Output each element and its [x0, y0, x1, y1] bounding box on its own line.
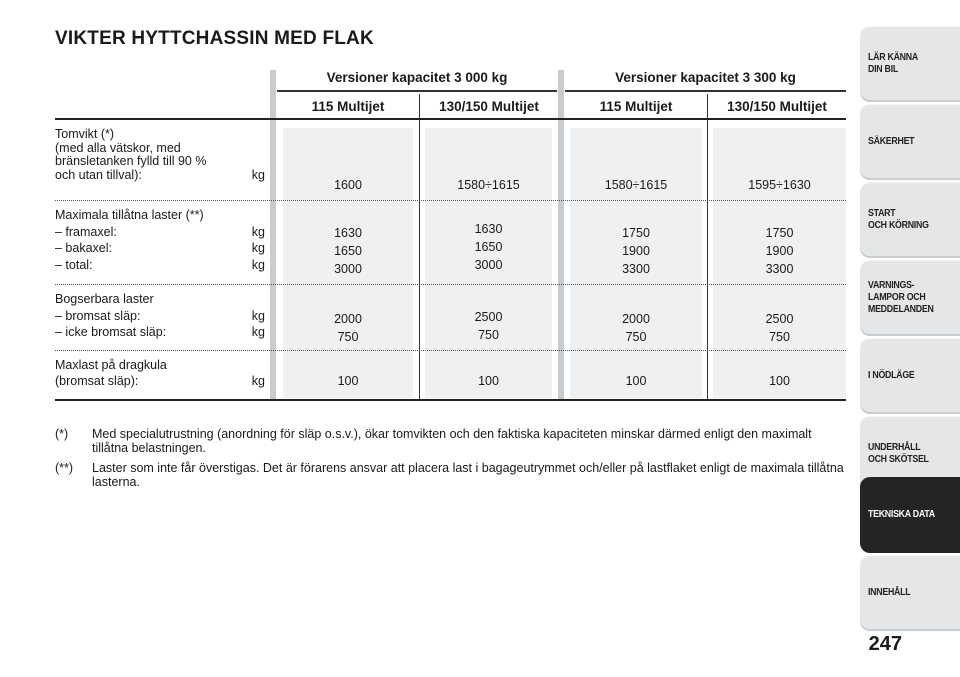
table-bottom-rule	[55, 399, 846, 401]
column-header: 115 Multijet	[311, 99, 385, 114]
group-rule	[565, 90, 846, 92]
table-cell: 100	[478, 374, 499, 388]
row-label-line: (med alla vätskor, med	[55, 140, 181, 155]
footnote-text: Med specialutrustning (anordning för släp o.s.v.), ökar tomvikten och den faktiska kapaciteten minskar därmed enligt den maximalt tillåtna belastningen.	[92, 427, 812, 455]
table-cell: 100	[625, 374, 647, 388]
footnotes	[55, 427, 845, 495]
table-cell: 2500 750	[474, 310, 503, 342]
row-label-line: Maxlast på dragkula	[55, 358, 167, 372]
row-label-line: – framaxel:	[55, 224, 117, 239]
tab-label: SÄKERHET	[868, 136, 915, 147]
table-cell: 2000 750	[334, 312, 362, 344]
tab-start-och-korning[interactable]	[860, 182, 960, 258]
row-label-line: (bromsat släp):	[55, 373, 139, 388]
tab-varningslampor[interactable]	[860, 260, 960, 336]
footnote-mark: (**)	[55, 461, 74, 475]
row-label-line: – total:	[55, 257, 93, 272]
column-header: 130/150 Multijet	[439, 99, 539, 114]
table-cell: 1630 1650 3000	[474, 222, 503, 272]
row-label	[55, 128, 265, 182]
column-header: 115 Multijet	[599, 99, 673, 114]
row-label-line: Maximala tillåtna laster (**)	[55, 208, 204, 222]
tab-label: LÄR KÄNNA DIN BIL	[868, 52, 918, 75]
unit-label: kg	[251, 308, 265, 323]
row-label-line: Tomvikt (*)	[55, 127, 115, 141]
unit-label: kg	[251, 325, 265, 339]
table-cell: 1595÷1630	[748, 178, 811, 192]
page-title: VIKTER HYTTCHASSIN MED FLAK	[55, 28, 374, 49]
group-header: Versioner kapacitet 3 300 kg	[615, 70, 796, 85]
table-cell: 1600	[334, 178, 362, 192]
weights-table	[55, 66, 846, 406]
row-divider	[55, 284, 846, 285]
header-rule	[55, 118, 846, 120]
unit-label: kg	[251, 167, 265, 182]
footnote-mark: (*)	[55, 427, 69, 441]
table-cell: 1580÷1615	[604, 178, 668, 192]
column-separator	[707, 94, 708, 400]
table-cell: 2500 750	[765, 312, 794, 344]
table-cell: 1750 1900 3300	[622, 226, 650, 276]
unit-label: kg	[251, 224, 265, 239]
row-divider	[55, 200, 846, 201]
table-cell: 1750 1900 3300	[765, 226, 794, 276]
row-label-line: Bogserbara laster	[55, 292, 154, 306]
unit-label: kg	[251, 257, 265, 272]
tab-tekniska-data[interactable]	[860, 477, 960, 553]
column-header: 130/150 Multijet	[727, 99, 827, 114]
row-label	[55, 359, 265, 388]
row-label	[55, 209, 265, 272]
tab-innehall[interactable]	[860, 555, 960, 631]
unit-label: kg	[251, 373, 265, 388]
table-cell: 100	[769, 374, 790, 388]
unit-label: kg	[251, 241, 265, 255]
tab-label: TEKNISKA DATA	[868, 509, 935, 520]
column-separator	[419, 94, 420, 400]
table-cell: 100	[337, 374, 359, 388]
footnote	[55, 461, 845, 489]
row-label-line: – bromsat släp:	[55, 308, 141, 323]
row-label-line: – icke bromsat släp:	[55, 325, 167, 339]
row-label-line: bränsletanken fylld till 90 %	[55, 154, 207, 168]
tab-lar-kanna-din-bil[interactable]	[860, 26, 960, 102]
table-cell: 1630 1650 3000	[334, 226, 362, 276]
table-cell: 2000 750	[622, 312, 650, 344]
group-header: Versioner kapacitet 3 000 kg	[326, 70, 508, 85]
row-label	[55, 293, 265, 340]
tab-label: UNDERHÅLL OCH SKÖTSEL	[868, 442, 929, 465]
page-number: 247	[868, 633, 902, 655]
tab-label: INNEHÅLL	[868, 587, 911, 598]
footnote	[55, 427, 845, 455]
tab-label: I NÖDLÄGE	[868, 370, 915, 381]
row-label-line: – bakaxel:	[55, 241, 112, 255]
group-rule	[277, 90, 557, 92]
row-label-line: och utan tillval):	[55, 167, 142, 182]
tab-sakerhet[interactable]	[860, 104, 960, 180]
tab-i-nodlage[interactable]	[860, 338, 960, 414]
footnote-text: Laster som inte får överstigas. Det är förarens ansvar att placera last i bagageutrymmet och/eller på lastflaket enligt de maximala tillåtna lasterna.	[92, 461, 844, 489]
tab-label: VARNINGS- LAMPOR OCH MEDDELANDEN	[868, 280, 934, 315]
table-cell: 1580÷1615	[457, 178, 520, 192]
row-divider	[55, 350, 846, 351]
tab-label: START OCH KÖRNING	[868, 208, 929, 231]
